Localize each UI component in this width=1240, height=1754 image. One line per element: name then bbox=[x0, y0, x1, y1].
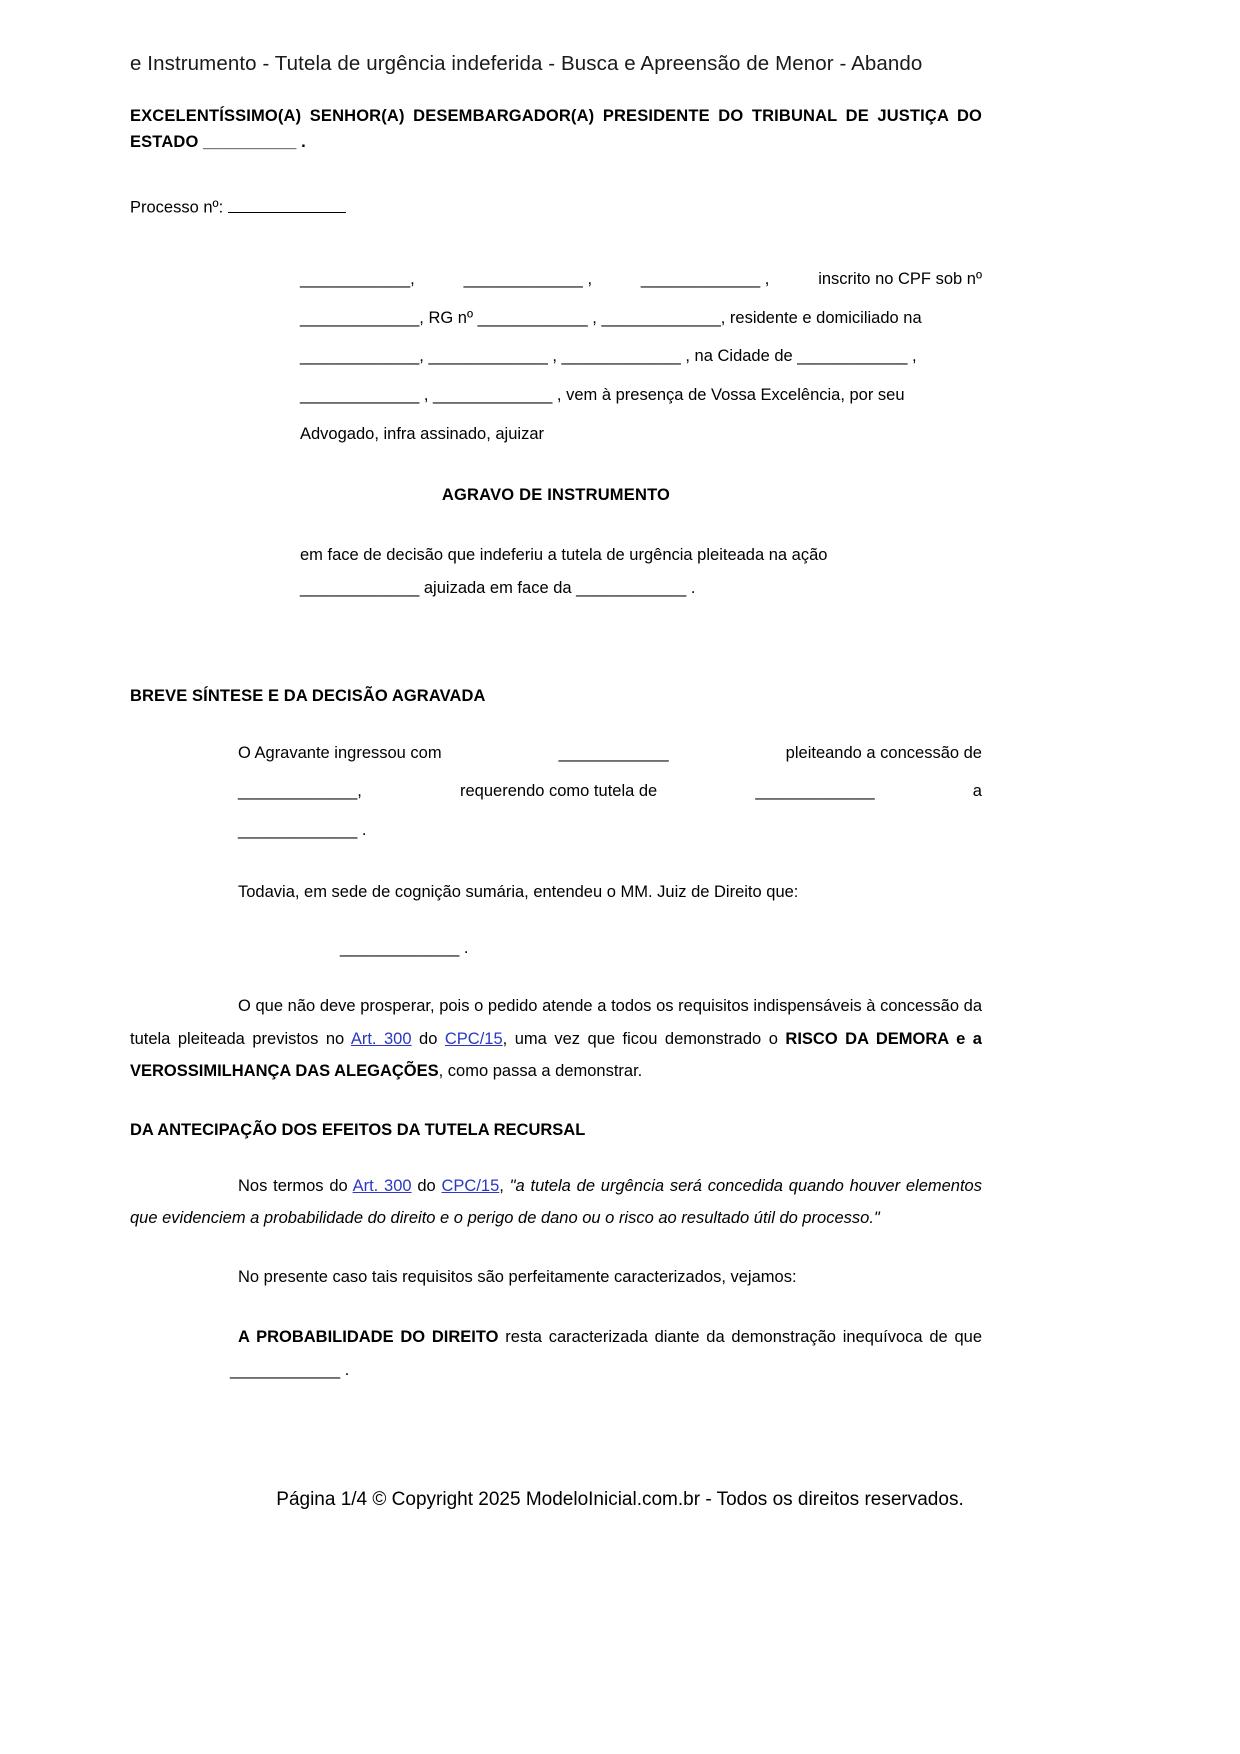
document-body bbox=[130, 104, 982, 1386]
em-face-line-1: em face de decisão que indeferiu a tutela de urgência pleiteada na ação bbox=[300, 545, 828, 564]
party-line-5: Advogado, infra assinado, ajuizar bbox=[300, 424, 544, 443]
party-line-3: _____________, _____________ , _____________ , na Cidade de ____________ , bbox=[300, 347, 917, 366]
probabilidade-blank: ____________ . bbox=[230, 1360, 350, 1379]
oque-text-2: do bbox=[411, 1029, 445, 1048]
page-footer: Página 1/4 © Copyright 2025 ModeloInicial.com.br - Todos os direitos reservados. bbox=[276, 1489, 964, 1510]
process-number-blank bbox=[228, 197, 346, 213]
oque-text-3: , uma vez que ficou demonstrado o bbox=[502, 1029, 786, 1048]
art-300-link-1[interactable]: Art. 300 bbox=[350, 1029, 412, 1048]
nos-termos-text-2: do bbox=[411, 1177, 442, 1195]
party-line-1 bbox=[300, 260, 982, 299]
nos-termos-text-3: , bbox=[499, 1177, 510, 1195]
sintese-blank-1: ____________ bbox=[558, 743, 669, 762]
sintese-text-4: a bbox=[972, 782, 982, 801]
sintese-text-2: pleiteando a concessão de bbox=[785, 743, 982, 762]
section-heading-sintese: BREVE SÍNTESE E DA DECISÃO AGRAVADA bbox=[130, 686, 486, 705]
probabilidade-text: resta caracterizada diante da demonstração inequívoca de que bbox=[498, 1328, 983, 1347]
oque-text-1: O que não deve prosperar, pois o pedido atende a todos os requisitos indispensáveis à concessão da tutela pleiteada previstos no bbox=[130, 997, 982, 1048]
party-line-4: _____________ , _____________ , vem à presença de Vossa Excelência, por seu bbox=[300, 386, 905, 405]
cpc-15-link-1[interactable]: CPC/15 bbox=[444, 1029, 503, 1048]
oque-nao-deve-prosperar-paragraph bbox=[130, 990, 982, 1087]
cpc-15-link-2[interactable]: CPC/15 bbox=[441, 1177, 500, 1195]
tutela-urgencia-quote: "a tutela de urgência será concedida quando houver elementos que evidenciem a probabilidade do direito e o perigo de dano ou o risco ao resultado útil do processo." bbox=[130, 1177, 982, 1228]
nos-termos-paragraph bbox=[130, 1170, 982, 1234]
sintese-text-3: requerendo como tutela de bbox=[460, 782, 658, 801]
party-cpf-text: inscrito no CPF sob nº bbox=[818, 269, 982, 288]
party-blank-2: _____________ , bbox=[463, 269, 593, 288]
agravo-title: AGRAVO DE INSTRUMENTO bbox=[441, 485, 671, 504]
nos-termos-text-1: Nos termos do bbox=[238, 1177, 353, 1195]
em-face-line-2: _____________ ajuizada em face da ____________ . bbox=[300, 578, 696, 597]
probabilidade-direito-paragraph bbox=[130, 1321, 982, 1385]
art-300-link-2[interactable]: Art. 300 bbox=[352, 1177, 412, 1195]
sintese-blank-3: _____________ bbox=[755, 782, 875, 801]
section-heading-tutela-recursal: DA ANTECIPAÇÃO DOS EFEITOS DA TUTELA RECURSAL bbox=[130, 1121, 586, 1139]
party-blank-1: ____________, bbox=[300, 269, 415, 288]
sintese-blank-2: _____________, bbox=[238, 782, 362, 801]
oque-text-4: , como passa a demonstrar. bbox=[438, 1061, 643, 1080]
process-number-label: Processo nº: bbox=[130, 198, 224, 217]
party-qualification-block bbox=[300, 260, 982, 454]
em-face-block bbox=[300, 539, 982, 605]
party-blank-3: _____________ , bbox=[640, 269, 770, 288]
sintese-paragraph bbox=[238, 734, 982, 850]
party-line-2: _____________, RG nº ____________ , _____________, residente e domiciliado na bbox=[300, 308, 922, 327]
no-presente-caso-paragraph: No presente caso tais requisitos são perfeitamente caracterizados, vejamos: bbox=[238, 1268, 797, 1287]
probabilidade-bold: A PROBABILIDADE DO DIREITO bbox=[238, 1328, 499, 1347]
sintese-line-2 bbox=[238, 772, 982, 811]
decision-quote-blank: _____________ . bbox=[340, 939, 469, 958]
document-header-title: e Instrumento - Tutela de urgência indeferida - Busca e Apreensão de Menor - Abando bbox=[130, 52, 923, 75]
todavia-paragraph: Todavia, em sede de cognição sumária, entendeu o MM. Juiz de Direito que: bbox=[238, 882, 799, 901]
process-number-line bbox=[130, 197, 982, 218]
sintese-line-3: _____________ . bbox=[238, 821, 367, 840]
addressee-heading: EXCELENTÍSSIMO(A) SENHOR(A) DESEMBARGADOR(A) PRESIDENTE DO TRIBUNAL DE JUSTIÇA DO ESTADO __________ . bbox=[130, 107, 982, 151]
sintese-text-1: O Agravante ingressou com bbox=[238, 743, 442, 762]
sintese-line-1 bbox=[238, 734, 982, 773]
oque-bold-text: RISCO DA DEMORA e a VEROSSIMILHANÇA DAS ALEGAÇÕES bbox=[130, 1029, 982, 1080]
